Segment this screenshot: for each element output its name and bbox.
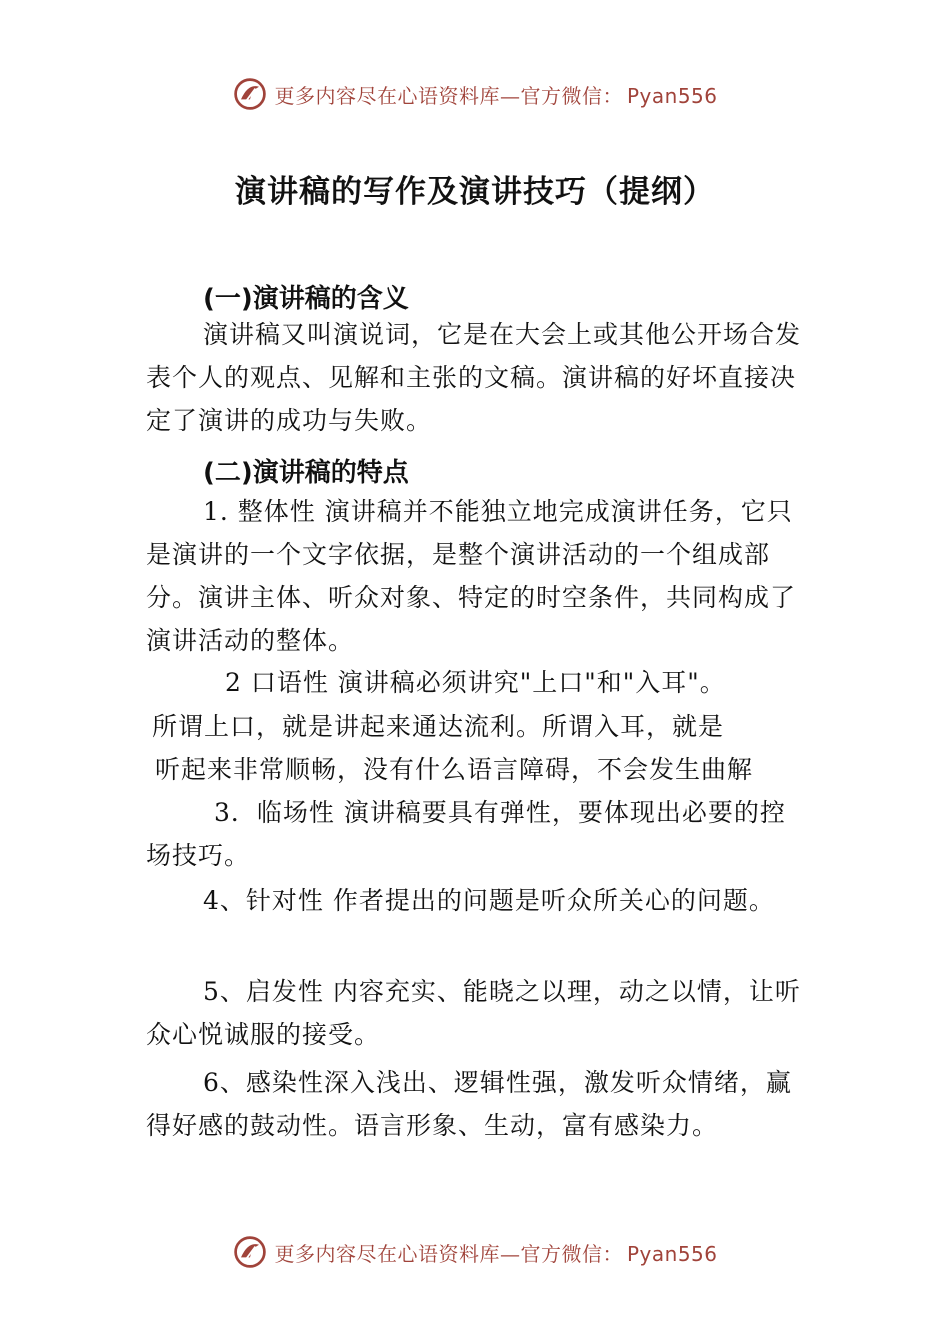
logo-icon xyxy=(232,1234,268,1270)
paragraph-definition: 演讲稿又叫演说词，它是在大会上或其他公开场合发表个人的观点、见解和主张的文稿。演讲稿的好坏直接决定了演讲的成功与失败。 xyxy=(146,320,802,435)
paragraph-item-5: 5、启发性 内容充实、能晓之以理，动之以情，让听众心悦诚服的接受。 xyxy=(146,977,801,1049)
document-title: 演讲稿的写作及演讲技巧（提纲） xyxy=(235,174,715,210)
watermark-text: 更多内容尽在心语资料库—官方微信： Pyan556 xyxy=(274,83,718,108)
watermark-text: 更多内容尽在心语资料库—官方微信： Pyan556 xyxy=(274,1241,718,1266)
logo-icon xyxy=(232,76,268,112)
paragraph-item-6: 6、感染性深入浅出、逻辑性强，激发听众情绪，赢得好感的鼓动性。语言形象、生动，富有感染力。 xyxy=(146,1068,792,1140)
paragraph-item-2: 2 口语性 演讲稿必须讲究"上口"和"入耳"。 xyxy=(225,668,726,697)
paragraph-item-4: 4、针对性 作者提出的问题是听众所关心的问题。 xyxy=(203,886,775,915)
paragraph-item-2-line3: 听起来非常顺畅，没有什么语言障碍，不会发生曲解 xyxy=(155,755,754,784)
paragraph-item-1: 1. 整体性 演讲稿并不能独立地完成演讲任务，它只是演讲的一个文字依据，是整个演讲活动的一个组成部分。演讲主体、听众对象、特定的时空条件，共同构成了演讲活动的整体。 xyxy=(146,497,797,655)
paragraph-item-3: 3．临场性 演讲稿要具有弹性，要体现出必要的控场技巧。 xyxy=(146,798,786,870)
section-heading-2: (二)演讲稿的特点 xyxy=(203,458,409,488)
paragraph-item-2-line2: 所谓上口，就是讲起来通达流利。所谓入耳，就是 xyxy=(152,712,725,741)
watermark-header xyxy=(0,72,950,116)
section-heading-1: (一)演讲稿的含义 xyxy=(203,284,409,314)
watermark-footer xyxy=(0,1230,950,1274)
